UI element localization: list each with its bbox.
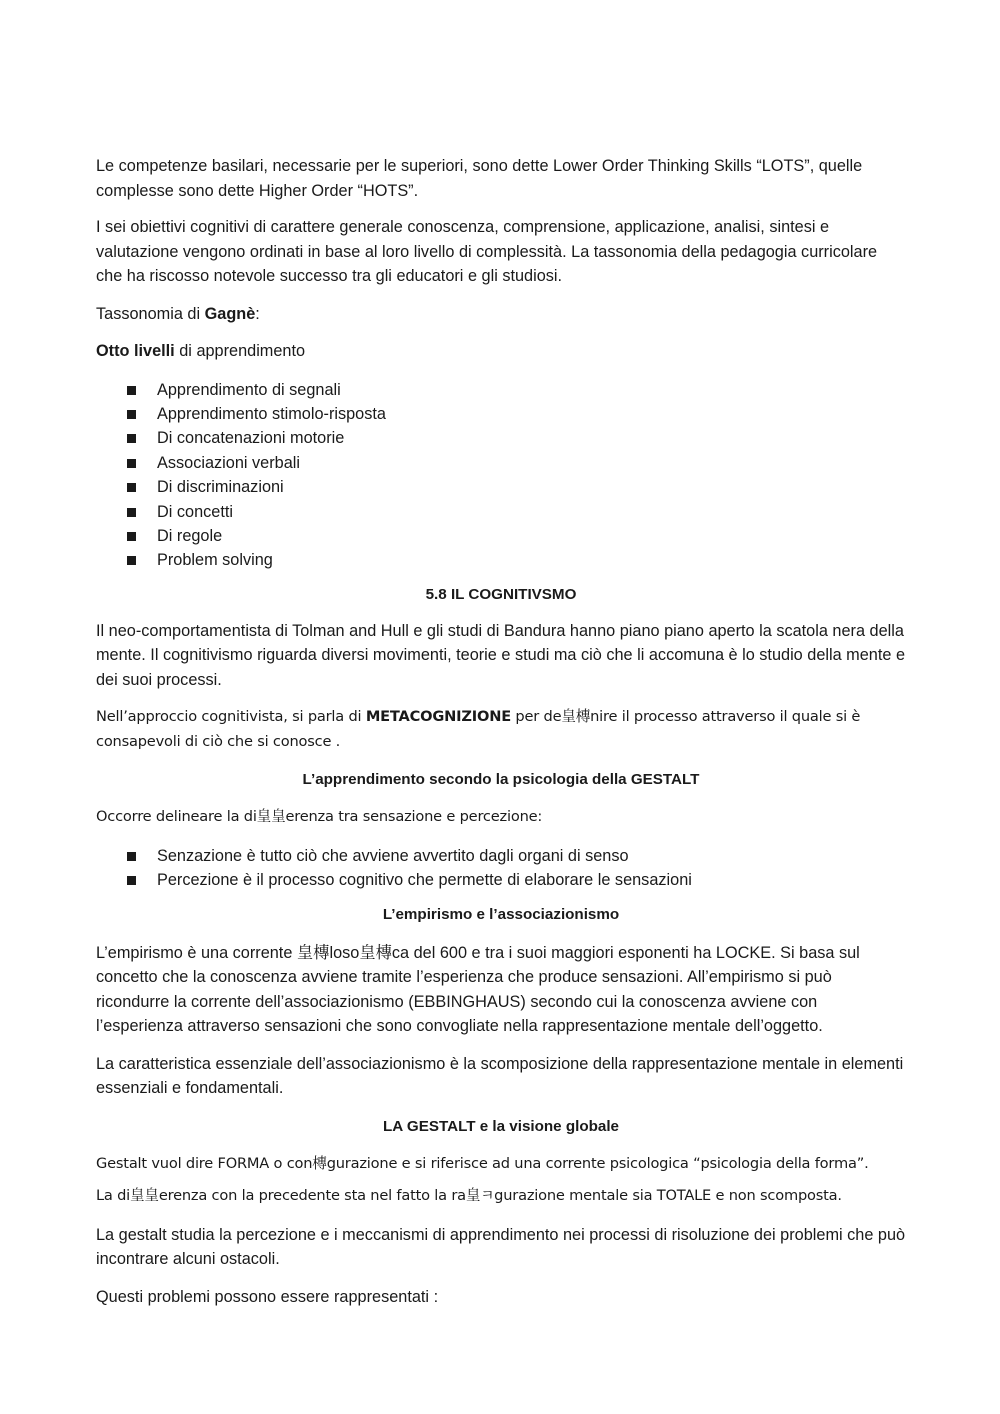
list-item: Apprendimento di segnali bbox=[96, 378, 906, 402]
list-item: Di discriminazioni bbox=[96, 475, 906, 499]
square-bullet-icon bbox=[127, 483, 136, 492]
square-bullet-icon bbox=[127, 508, 136, 517]
metacognizione-term: METACOGNIZIONE bbox=[365, 708, 511, 726]
list-item: Apprendimento stimolo-risposta bbox=[96, 402, 906, 426]
gagne-prefix: Tassonomia di bbox=[96, 304, 205, 323]
paragraph-sensazione-percezione: Occorre delineare la di皇皇erenza tra sensazione e percezione: bbox=[96, 808, 543, 826]
otto-livelli-line bbox=[96, 339, 906, 364]
square-bullet-icon bbox=[127, 434, 136, 443]
paragraph-gestalt-studia: La gestalt studia la percezione e i meccanismi di apprendimento nei processi di risoluzione dei problemi che può incontrare alcuni ostacoli. bbox=[96, 1225, 906, 1269]
heading-empirismo: L’empirismo e l’associazionismo bbox=[382, 905, 620, 923]
square-bullet-icon bbox=[127, 410, 136, 419]
list-item: Di concatenazioni motorie bbox=[96, 426, 906, 450]
list-item: Di regole bbox=[96, 524, 906, 548]
square-bullet-icon bbox=[127, 876, 136, 885]
paragraph-gestalt-forma: Gestalt vuol dire FORMA o con槫gurazione e si riferisce ad una corrente psicologica “psicologia della forma”. bbox=[96, 1154, 869, 1172]
gagne-name: Gagnè bbox=[204, 304, 256, 323]
list-item: Di concetti bbox=[96, 500, 906, 524]
square-bullet-icon bbox=[127, 852, 136, 861]
square-bullet-icon bbox=[127, 459, 136, 468]
square-bullet-icon bbox=[127, 386, 136, 395]
livelli-list bbox=[96, 378, 906, 573]
otto-livelli-rest: di apprendimento bbox=[174, 342, 306, 360]
paragraph-problemi: Questi problemi possono essere rappresentati : bbox=[96, 1287, 439, 1306]
list-item: Associazioni verbali bbox=[96, 451, 906, 475]
paragraph-lots-hots: Le competenze basilari, necessarie per le superiori, sono dette Lower Order Thinking Skills “LOTS”, quelle complesse sono dette Higher Order “HOTS”. bbox=[96, 157, 863, 200]
gagne-taxonomy-line bbox=[96, 302, 906, 327]
heading-gestalt-visione-globale: LA GESTALT e la visione globale bbox=[382, 1117, 619, 1135]
paragraph-differenza-totale: La di皇皇erenza con la precedente sta nel fatto la ra皇ㅋgurazione mentale sia TOTALE e non scomposta. bbox=[96, 1187, 842, 1205]
paragraph-caratteristica-associazionismo: La caratteristica essenziale dell’associazionismo è la scomposizione della rappresentazione mentale in elementi essenziali e fondamentali. bbox=[96, 1054, 904, 1098]
paragraph-empirismo: L’empirismo è una corrente 皇槫losо皇槫ca del 600 e tra i suoi maggiori esponenti ha LOCKE. Si basa sul concetto che la conoscenza avviene tramite l’esperienza che produce sensazioni. All’empirismo si può ricondurre la corrente dell’associazionismo (EBBINGHAUS) secondo cui la conoscenza avviene con l’esperienza attraverso sensazioni che sono convogliate nella rappresentazione mentale dell’oggetto. bbox=[96, 943, 860, 1036]
square-bullet-icon bbox=[127, 532, 136, 541]
paragraph-obiettivi-cognitivi: I sei obiettivi cognitivi di carattere generale conoscenza, comprensione, applicazione, analisi, sintesi e valutazione vengono ordinati in base al loro livello di complessità. La tassonomia della pedagogia curricolare che ha riscosso notevole successo tra gli educatori e gli studiosi. bbox=[96, 218, 878, 285]
list-item: Percezione è il processo cognitivo che permette di elaborare le sensazioni bbox=[96, 868, 906, 892]
paragraph-metacognizione: Nell’approccio cognitivista, si parla di METACOGNIZIONE per de皇槫nire il processo attraverso il quale si è consapevoli di ciò che si conosce . bbox=[96, 708, 861, 750]
otto-livelli-bold: Otto livelli bbox=[96, 342, 175, 360]
paragraph-neo-comportamentista: Il neo-comportamentista di Tolman and Hull e gli studi di Bandura hanno piano piano aperto la scatola nera della mente. Il cognitivismo riguarda diversi movimenti, teorie e studi ma ciò che li accomuna è lo studio della mente e dei suoi processi. bbox=[96, 621, 906, 689]
list-item: Senzazione è tutto ciò che avviene avvertito dagli organi di senso bbox=[96, 844, 906, 868]
heading-gestalt-apprendimento: L’apprendimento secondo la psicologia della GESTALT bbox=[302, 771, 700, 789]
square-bullet-icon bbox=[127, 556, 136, 565]
list-item: Problem solving bbox=[96, 548, 906, 572]
heading-cognitivismo: 5.8 IL COGNITIVSMO bbox=[425, 585, 577, 603]
sensazione-list bbox=[96, 844, 906, 893]
page-content bbox=[96, 154, 906, 1309]
gagne-suffix: : bbox=[255, 304, 260, 323]
